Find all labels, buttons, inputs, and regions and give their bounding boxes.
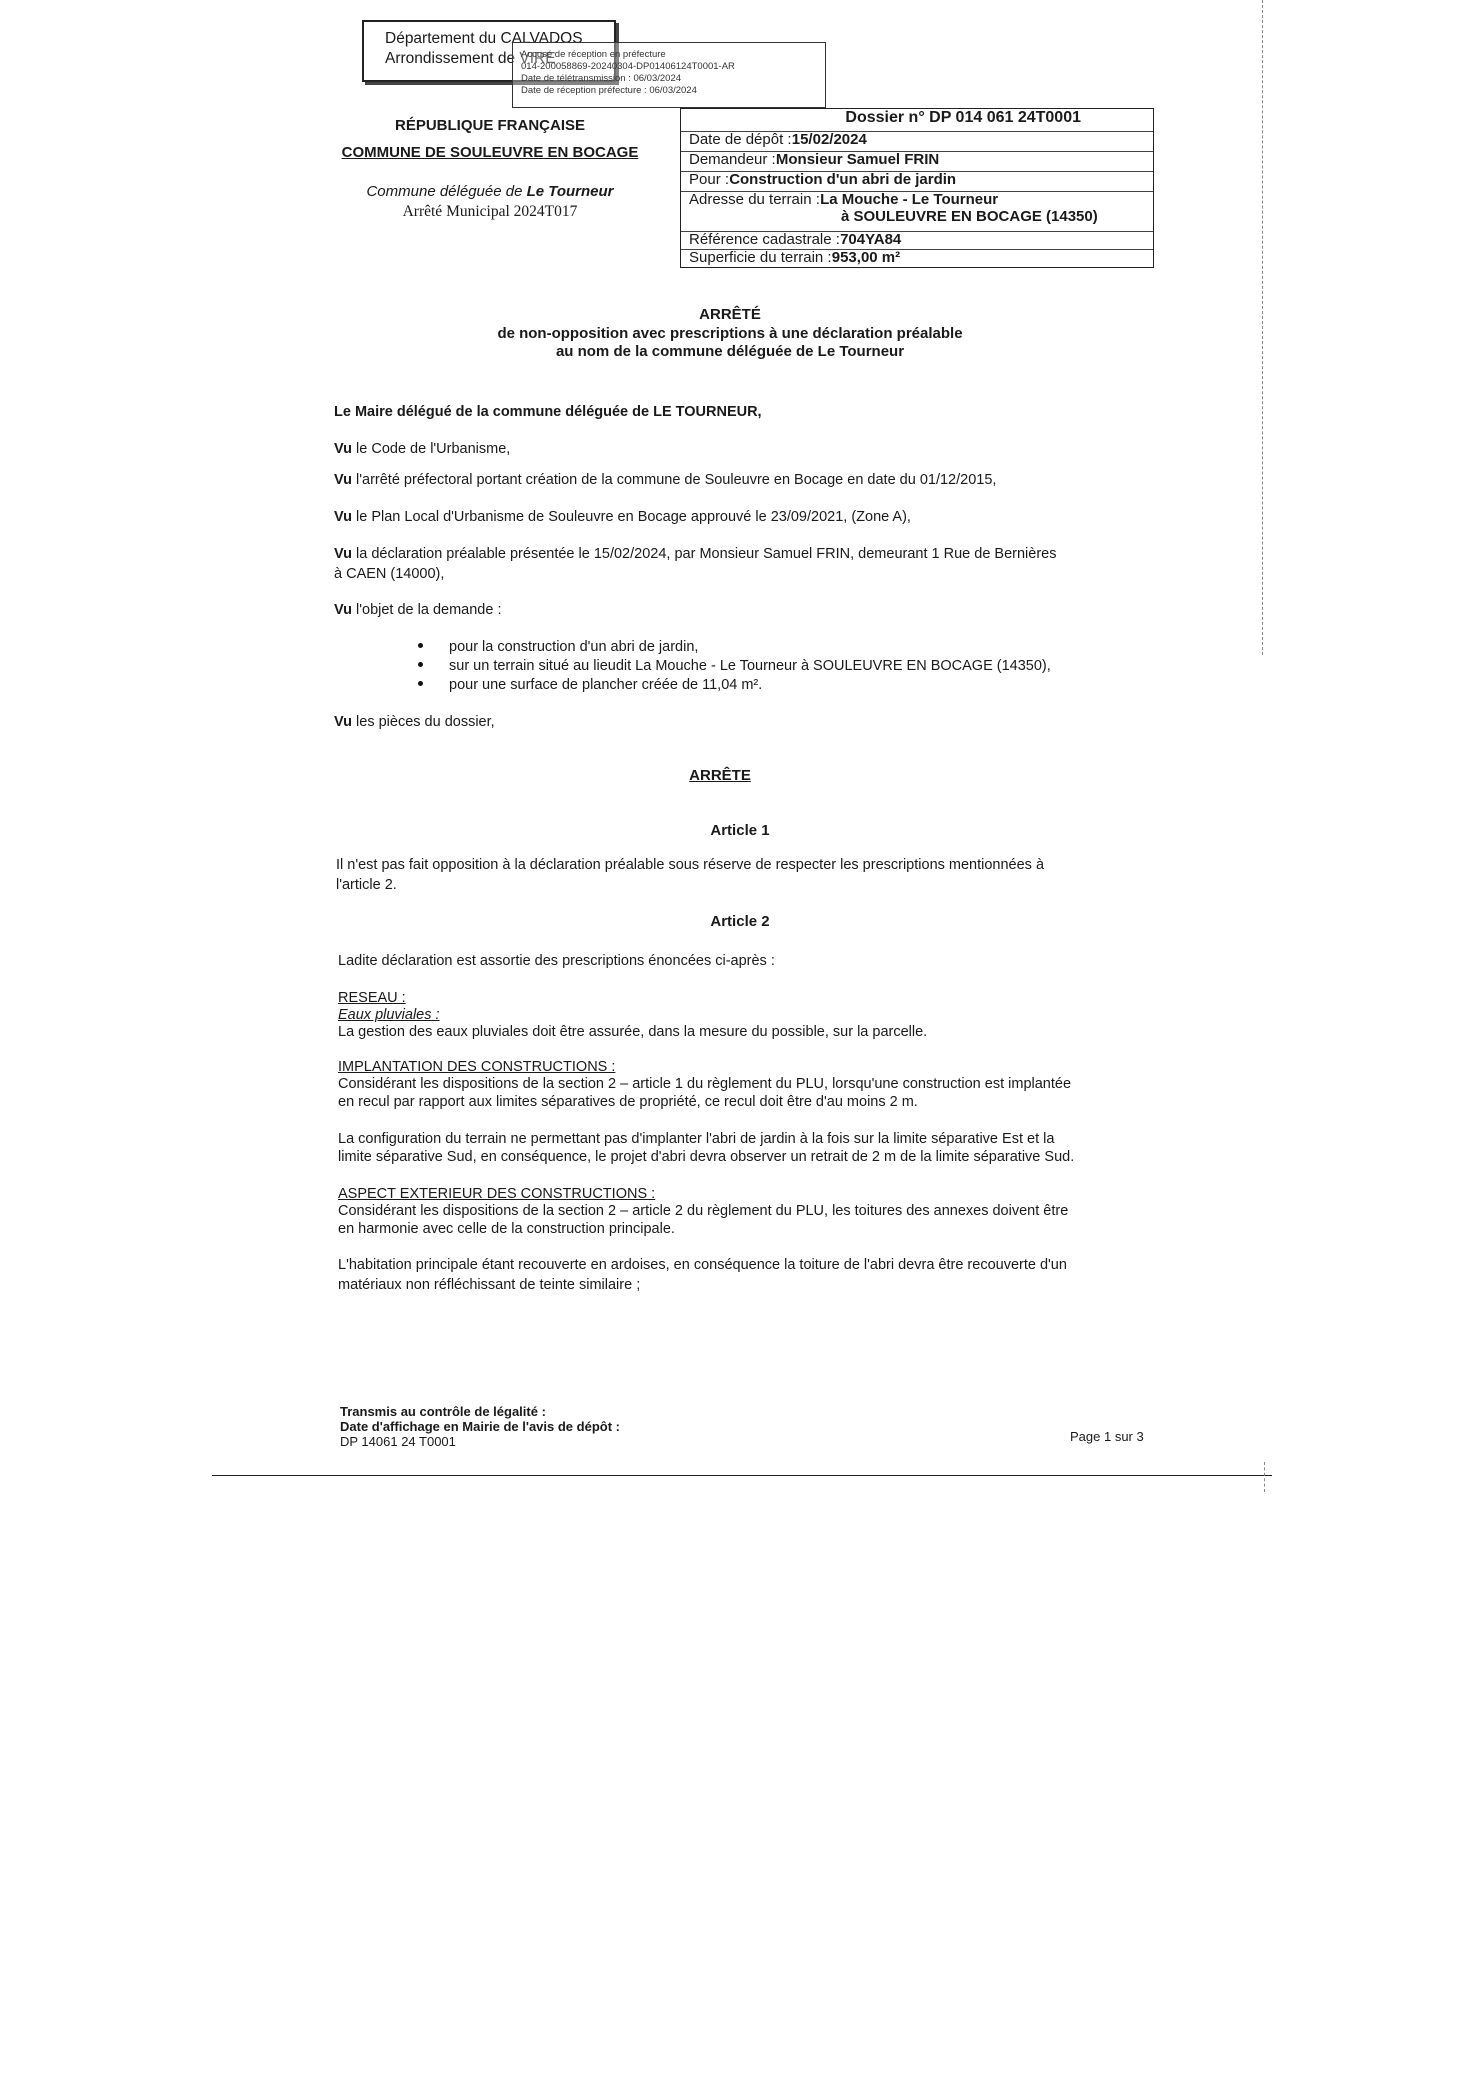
- demandeur-label: Demandeur :: [689, 151, 780, 168]
- dossier-superficie-row: [681, 249, 1153, 267]
- vu-word: Vu: [334, 546, 352, 562]
- configuration-text-1: La configuration du terrain ne permettant pas d'implanter l'abri de jardin à la fois sur la limite séparative Est et la: [338, 1131, 1055, 1147]
- habitation-text-2: matériaux non réfléchissant de teinte similaire ;: [338, 1277, 641, 1293]
- vu-5: [334, 601, 501, 620]
- demandeur-value: Monsieur Samuel FRIN: [775, 151, 940, 168]
- vu-6: [334, 713, 495, 732]
- demande-bullet-list: [418, 638, 1051, 695]
- aspect-title: ASPECT EXTERIEUR DES CONSTRUCTIONS :: [338, 1186, 656, 1202]
- stamp-line-4: Date de réception préfecture : 06/03/2024: [521, 85, 697, 96]
- vu-2-text: l'arrêté préfectoral portant création de la commune de Souleuvre en Bocage en date du 01/12/2015,: [352, 472, 997, 488]
- stamp-line-3: Date de télétransmission : 06/03/2024: [521, 73, 682, 84]
- republique-francaise: RÉPUBLIQUE FRANÇAISE: [394, 117, 585, 134]
- eaux-pluviales-title: Eaux pluviales :: [338, 1007, 440, 1023]
- implantation-text-1: Considérant les dispositions de la section 2 – article 1 du règlement du PLU, lorsqu'une construction est implantée: [338, 1076, 1072, 1092]
- vu-1: [334, 440, 510, 459]
- dossier-pour-row: [681, 171, 1153, 192]
- vu-word: Vu: [334, 714, 352, 730]
- department-label: Département du CALVADOS: [385, 30, 583, 47]
- vu-word: Vu: [334, 472, 352, 488]
- bullet-icon: [418, 662, 423, 667]
- vu-6-text: les pièces du dossier,: [352, 714, 495, 730]
- list-item: pour une surface de plancher créée de 11,04 m².: [418, 676, 1051, 695]
- depot-label: Date de dépôt :: [689, 131, 796, 148]
- adresse-value-1: La Mouche - Le Tourneur: [820, 191, 999, 208]
- footer-reference: DP 14061 24 T0001: [340, 1434, 456, 1449]
- habitation-text-1: L'habitation principale étant recouverte en ardoises, en conséquence la toiture de l'abri devra être recouverte d'un: [338, 1257, 1067, 1273]
- commune-deleguee: [330, 182, 650, 201]
- superficie-label: Superficie du terrain :: [689, 249, 836, 266]
- maire-statement: Le Maire délégué de la commune déléguée de LE TOURNEUR,: [334, 404, 762, 420]
- arrondissement-label: Arrondissement de VIRE: [385, 50, 556, 67]
- footer-affichage: Date d'affichage en Mairie de l'avis de dépôt :: [340, 1419, 620, 1434]
- vu-word: Vu: [334, 441, 352, 457]
- cadastre-label: Référence cadastrale :: [689, 231, 845, 248]
- list-item: pour la construction d'un abri de jardin,: [418, 638, 1051, 657]
- page-right-edge: [1262, 0, 1263, 655]
- vu-3: [334, 508, 911, 527]
- vu-1-text: le Code de l'Urbanisme,: [352, 441, 511, 457]
- bullet-icon: [418, 643, 423, 648]
- implantation-text-2: en recul par rapport aux limites séparatives de propriété, ce recul doit être d'au moins 2 m.: [338, 1094, 918, 1110]
- document-title: ARRÊTÉ: [699, 306, 761, 323]
- dossier-title-row: [681, 109, 1153, 132]
- footer-transmis: Transmis au contrôle de légalité :: [340, 1404, 546, 1419]
- implantation-title: IMPLANTATION DES CONSTRUCTIONS :: [338, 1059, 616, 1075]
- document-subtitle-2: au nom de la commune déléguée de Le Tourneur: [555, 343, 905, 360]
- vu-word: Vu: [334, 509, 352, 525]
- page-number: Page 1 sur 3: [1070, 1429, 1144, 1444]
- page-right-edge-mark: [1264, 1462, 1265, 1492]
- article-2-title: Article 2: [710, 913, 770, 930]
- eaux-pluviales-text: La gestion des eaux pluviales doit être assurée, dans la mesure du possible, sur la parcelle.: [338, 1024, 928, 1040]
- cadastre-value: 704YA84: [840, 231, 902, 248]
- arrete-municipal: Arrêté Municipal 2024T017: [402, 203, 578, 220]
- vu-5-text: l'objet de la demande :: [352, 602, 502, 618]
- document-subtitle-1: de non-opposition avec prescriptions à une déclaration préalable: [497, 325, 963, 342]
- vu-3-text: le Plan Local d'Urbanisme de Souleuvre en Bocage approuvé le 23/09/2021, (Zone A),: [352, 509, 911, 525]
- dossier-adresse-row: [681, 191, 1153, 232]
- pour-label: Pour :: [689, 171, 734, 188]
- dossier-depot-row: [681, 131, 1153, 152]
- article-2-intro: Ladite déclaration est assortie des prescriptions énoncées ci-après :: [338, 953, 775, 969]
- article-1-text-2: l'article 2.: [336, 877, 397, 893]
- dossier-demandeur-row: [681, 151, 1153, 172]
- vu-4-text-2: à CAEN (14000),: [334, 566, 445, 582]
- list-item: sur un terrain situé au lieudit La Mouche - Le Tourneur à SOULEUVRE EN BOCAGE (14350),: [418, 657, 1051, 676]
- commune-deleguee-name: Le Tourneur: [526, 183, 614, 200]
- bullet-icon: [418, 681, 423, 686]
- reseau-title: RESEAU :: [338, 990, 406, 1006]
- page-bottom-edge: [212, 1475, 1272, 1476]
- vu-word: Vu: [334, 602, 352, 618]
- aspect-text-2: en harmonie avec celle de la construction principale.: [338, 1221, 675, 1237]
- pour-value: Construction d'un abri de jardin: [729, 171, 957, 188]
- vu-4-text-1: la déclaration préalable présentée le 15/02/2024, par Monsieur Samuel FRIN, demeurant 1 Rue de Bernières: [352, 546, 1057, 562]
- dossier-cadastre-row: [681, 231, 1153, 250]
- article-1-title: Article 1: [710, 822, 770, 839]
- article-1-text-1: Il n'est pas fait opposition à la déclaration préalable sous réserve de respecter les prescriptions mentionnées à: [336, 857, 1045, 873]
- vu-2: [334, 471, 996, 490]
- superficie-value: 953,00 m²: [831, 249, 901, 266]
- vu-4: [334, 545, 1056, 564]
- adresse-label: Adresse du terrain :: [689, 191, 825, 208]
- commune-name: COMMUNE DE SOULEUVRE EN BOCAGE: [341, 144, 639, 161]
- configuration-text-2: limite séparative Sud, en conséquence, le projet d'abri devra observer un retrait de 2 m de la limite séparative Sud.: [338, 1149, 1075, 1165]
- aspect-text-1: Considérant les dispositions de la section 2 – article 2 du règlement du PLU, les toitures des annexes doivent être: [338, 1203, 1069, 1219]
- dossier-title: Dossier n° DP 014 061 24T0001: [845, 109, 1081, 126]
- stamp-line-2: 014-200058869-20240304-DP01406124T0001-AR: [521, 61, 735, 72]
- commune-deleguee-label: Commune déléguée de: [366, 183, 527, 200]
- prefecture-reception-stamp: [512, 42, 826, 108]
- stamp-line-1: Accusé de réception en préfecture: [521, 49, 666, 60]
- dossier-table: [680, 108, 1154, 268]
- arrete-heading: ARRÊTE: [689, 767, 751, 784]
- depot-value: 15/02/2024: [791, 131, 867, 148]
- adresse-value-2: à SOULEUVRE EN BOCAGE (14350): [841, 208, 1098, 225]
